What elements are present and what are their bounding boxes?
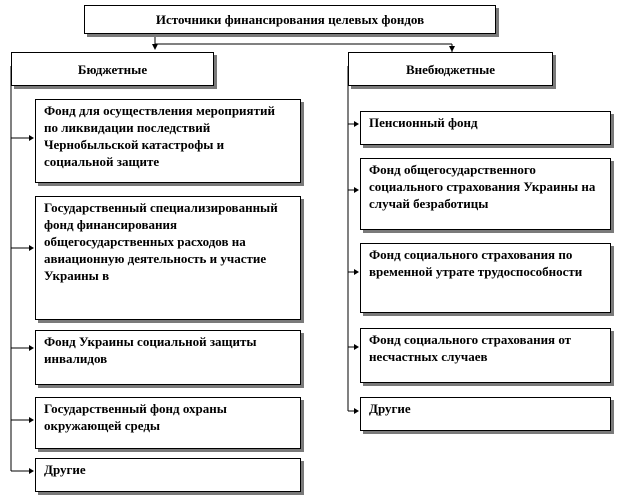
offbudget-category-label: Внебюджетные [405,61,496,77]
budget-fund-box [35,397,301,449]
offbudget-fund-label: Пенсионный фонд [369,115,478,130]
offbudget-fund-label: Фонд общегосударственного социального страхования Украины на случай безработицы [369,162,596,211]
offbudget-fund-box [360,243,611,313]
offbudget-fund-box [360,111,611,145]
offbudget-fund-label: Фонд социального страхования от несчастных случаев [369,332,572,364]
budget-fund-box [35,330,301,385]
offbudget-fund-box [360,328,611,383]
budget-category-label: Бюджетные [77,61,148,77]
budget-fund-label: Государственный специализированный фонд финансирования общегосударственных расходов на авиационную деятельность и участие Украины в [44,200,278,283]
offbudget-fund-box [360,158,611,230]
budget-fund-box [35,196,301,320]
budget-category-box [11,52,214,86]
budget-fund-box [35,99,301,183]
budget-fund-label: Фонд Украины социальной защиты инвалидов [44,334,257,366]
diagram-title-box [84,5,496,34]
budget-fund-label: Фонд для осуществления мероприятий по ликвидации последствий Чернобыльской катастрофы и социальной защите [44,103,275,169]
budget-fund-label: Другие [44,462,86,477]
budget-fund-box [35,458,301,492]
offbudget-fund-box [360,397,611,431]
budget-fund-label: Государственный фонд охраны окружающей среды [44,401,227,433]
offbudget-category-box [348,52,553,86]
offbudget-fund-label: Фонд социального страхования по временной утрате трудоспособности [369,247,583,279]
offbudget-fund-label: Другие [369,401,411,416]
diagram-title: Источники финансирования целевых фондов [155,12,425,27]
